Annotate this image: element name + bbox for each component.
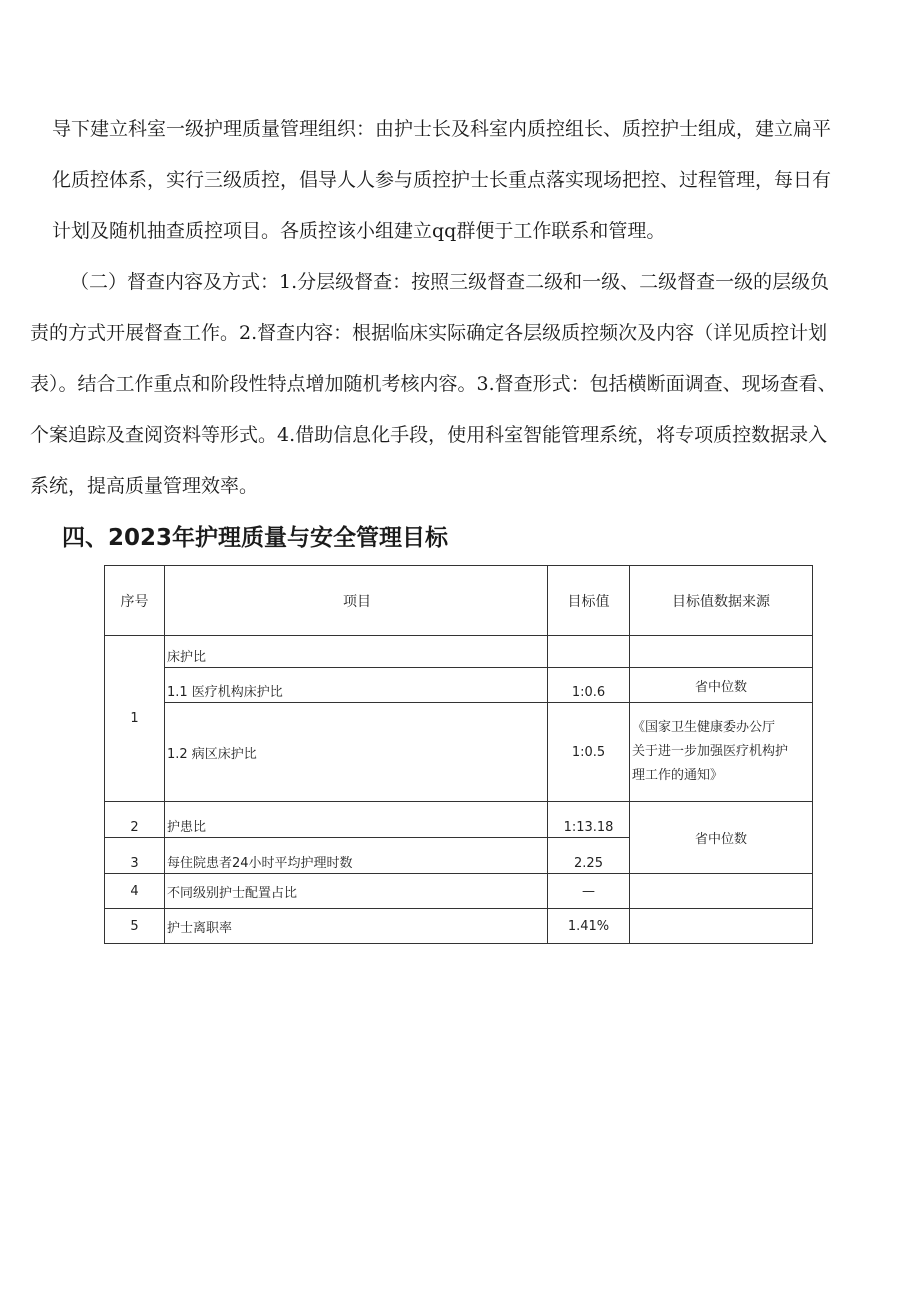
header-item: 项目 bbox=[165, 566, 548, 636]
cell-target: 1:0.6 bbox=[548, 668, 630, 703]
header-no: 序号 bbox=[105, 566, 165, 636]
paragraph-line: 导下建立科室一级护理质量管理组织：由护士长及科室内质控组长、质控护士组成，建立扁平 bbox=[52, 118, 832, 140]
cell-source: 省中位数 bbox=[630, 668, 813, 703]
cell-no: 5 bbox=[105, 909, 165, 944]
cell-item: 1.1 医疗机构床护比 bbox=[165, 668, 548, 703]
source-line: 理工作的通知》 bbox=[632, 768, 724, 783]
source-line: 关于进一步加强医疗机构护 bbox=[632, 744, 789, 759]
section-heading: 四、2023年护理质量与安全管理目标 bbox=[62, 525, 449, 551]
table-header-row bbox=[105, 566, 813, 636]
cell-source: 省中位数 bbox=[630, 802, 813, 874]
table-row bbox=[105, 636, 813, 668]
paragraph-line: 个案追踪及查阅资料等形式。4.借助信息化手段，使用科室智能管理系统，将专项质控数据录入 bbox=[30, 424, 828, 446]
cell-item: 护患比 bbox=[165, 802, 548, 838]
cell-target: — bbox=[548, 874, 630, 909]
table-row bbox=[105, 802, 813, 838]
paragraph-line: 责的方式开展督查工作。2.督查内容：根据临床实际确定各层级质控频次及内容（详见质控计划 bbox=[30, 322, 828, 344]
cell-source bbox=[630, 909, 813, 944]
cell-no: 2 bbox=[105, 802, 165, 838]
cell-source bbox=[630, 636, 813, 668]
cell-no: 4 bbox=[105, 874, 165, 909]
table-row bbox=[105, 909, 813, 944]
paragraph-line: （二）督查内容及方式：1.分层级督查：按照三级督查二级和一级、二级督查一级的层级负 bbox=[70, 271, 830, 293]
paragraph-supervision-methods bbox=[30, 257, 892, 512]
table-row bbox=[105, 874, 813, 909]
cell-source bbox=[630, 874, 813, 909]
cell-target bbox=[548, 636, 630, 668]
source-line: 《国家卫生健康委办公厅 bbox=[632, 720, 776, 735]
cell-target: 2.25 bbox=[548, 838, 630, 874]
nursing-goals-table bbox=[104, 565, 813, 944]
cell-item: 床护比 bbox=[165, 636, 548, 668]
cell-target: 1:13.18 bbox=[548, 802, 630, 838]
header-source: 目标值数据来源 bbox=[630, 566, 813, 636]
cell-item: 1.2 病区床护比 bbox=[165, 703, 548, 802]
header-target: 目标值 bbox=[548, 566, 630, 636]
cell-target: 1:0.5 bbox=[548, 703, 630, 802]
paragraph-line: 系统，提高质量管理效率。 bbox=[30, 475, 259, 497]
paragraph-line: 表）。结合工作重点和阶段性特点增加随机考核内容。3.督查形式：包括横断面调查、现场查看、 bbox=[30, 373, 837, 395]
cell-item: 护士离职率 bbox=[165, 909, 548, 944]
cell-no: 1 bbox=[105, 636, 165, 802]
cell-item: 每住院患者24小时平均护理时数 bbox=[165, 838, 548, 874]
cell-no: 3 bbox=[105, 838, 165, 874]
cell-target: 1.41% bbox=[548, 909, 630, 944]
table-row bbox=[105, 703, 813, 802]
paragraph-line: 计划及随机抽查质控项目。各质控该小组建立qq群便于工作联系和管理。 bbox=[52, 220, 666, 242]
paragraph-quality-organization bbox=[30, 104, 892, 257]
paragraph-line: 化质控体系，实行三级质控，倡导人人参与质控护士长重点落实现场把控、过程管理，每日有 bbox=[52, 169, 832, 191]
cell-source-policy bbox=[630, 703, 813, 802]
cell-item: 不同级别护士配置占比 bbox=[165, 874, 548, 909]
table-row bbox=[105, 668, 813, 703]
